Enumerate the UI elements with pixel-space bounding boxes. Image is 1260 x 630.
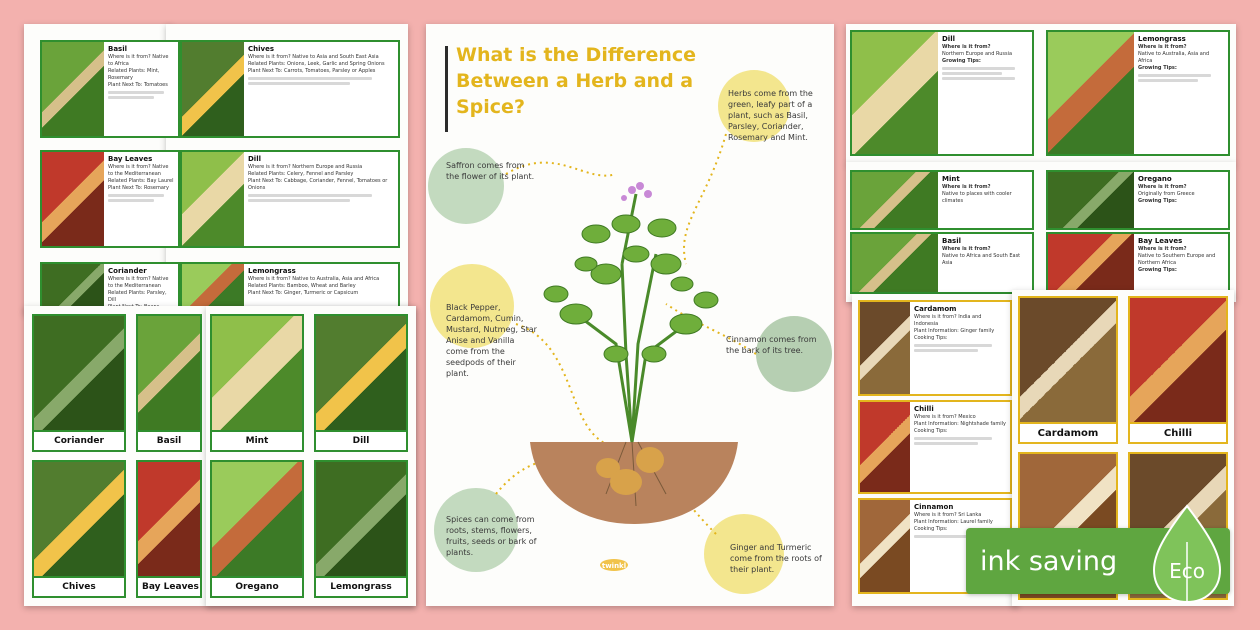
label-card-name: Mint: [212, 430, 302, 450]
label-card-name: Chives: [34, 576, 124, 596]
info-card-title: Basil: [942, 237, 962, 245]
info-card-line: Where is it from? Native to Asia and South East Asia: [248, 54, 379, 60]
info-card-title: Bay Leaves: [1138, 237, 1183, 245]
label-card-coriander: [32, 314, 126, 452]
label-card-dill: [314, 314, 408, 452]
info-card-line: Plant Next To: Cabbage, Coriander, Fennel, Tomatoes or Onions: [248, 178, 388, 191]
spice-card-line: Plant Information: Nightshade family: [914, 421, 1006, 427]
info-card-line: Growing Tips:: [1138, 198, 1177, 204]
coriander-photo: [34, 316, 124, 430]
info-card-line: Plant Next To: Carrots, Tomatoes, Parsley or Apples: [248, 68, 376, 74]
spice-card-title: Cardamom: [914, 305, 957, 313]
mint-photo: [852, 172, 938, 228]
info-card-line: Plant Next To: Tomatoes: [108, 82, 168, 88]
spice-card-cardamom: [858, 300, 1012, 396]
label-card-name: Coriander: [34, 430, 124, 450]
label-card-oregano: [210, 460, 304, 598]
info-card-dill: [180, 150, 400, 248]
spice-card-title: Chilli: [914, 405, 934, 413]
eco-text: Eco: [1169, 559, 1205, 583]
info-card-title: Basil: [108, 45, 128, 53]
ink-saving-text: ink saving: [980, 545, 1118, 577]
spice-card-chilli: [858, 400, 1012, 494]
info-card-basil-right: [850, 232, 1034, 294]
ginger-text: Ginger and Turmeric come from the roots of their plant.: [730, 543, 822, 574]
info-card-title: Lemongrass: [1138, 35, 1186, 43]
info-card-title: Chives: [248, 45, 274, 53]
basil-photo: [42, 42, 104, 136]
info-card-line: Growing Tips:: [1138, 267, 1177, 273]
info-card-line: Related Plants: Parsley, Dill: [108, 290, 167, 303]
info-card-title: Dill: [248, 155, 262, 163]
label-card-name: Oregano: [212, 576, 302, 596]
info-card-line: Growing Tips:: [1138, 65, 1177, 71]
info-card-oregano-right: [1046, 170, 1230, 230]
info-card-line: Where is it from? Native to the Mediterranean: [108, 164, 169, 177]
spice-card-line: Cooking Tips:: [914, 428, 948, 434]
cinnamon-photo: [860, 500, 910, 592]
spice-card-line: Where is it from? Mexico: [914, 414, 976, 420]
info-card-mint-right: [850, 170, 1034, 230]
seeds-text: Black Pepper, Cardamom, Cumin, Mustard, Nutmeg, Star Anise and Vanilla come from the seedpods of their plant.: [446, 303, 537, 378]
info-card-lemongrass-right: [1046, 30, 1230, 156]
info-card-line: Where is it from? Northern Europe and Russia: [248, 164, 363, 170]
info-card-line: Plant Next To: Ginger, Turmeric or Capsicum: [248, 290, 359, 296]
info-card-line: Growing Tips:: [942, 58, 981, 64]
potato: [636, 447, 664, 473]
cardamom-photo: [1020, 298, 1116, 422]
info-card-line: Where is it from?: [942, 44, 991, 50]
info-card-dill-right: [850, 30, 1034, 156]
poster-title: What is the Difference Between a Herb and a Spice?: [456, 44, 697, 118]
cardamom-photo: [860, 302, 910, 394]
lemongrass-photo: [316, 462, 406, 576]
basil-photo: [138, 316, 200, 430]
info-card-line: Native to Africa and South East Asia: [942, 253, 1021, 266]
info-card-basil: [40, 40, 180, 138]
herbs-text: Herbs come from the green, leafy part of a plant, such as Basil, Parsley, Coriander, Rosemary and Mint.: [728, 89, 813, 142]
chives-photo: [182, 42, 244, 136]
label-card-chilli: [1128, 296, 1228, 444]
dill-photo: [316, 316, 406, 430]
info-card-line: Related Plants: Bamboo, Wheat and Barley: [248, 283, 356, 289]
spice-card-title: Cinnamon: [914, 503, 954, 511]
info-card-line: Native to Southern Europe and Northern Africa: [1138, 253, 1216, 266]
dill-photo: [182, 152, 244, 246]
spices-text: Spices can come from roots, stems, flowers, fruits, seeds or bark of plants.: [446, 515, 537, 557]
info-card-line: Native to places with cooler climates: [942, 191, 1012, 204]
oregano-photo: [1048, 172, 1134, 228]
chilli-photo: [1130, 298, 1226, 422]
info-card-line: Where is it from? Native to Africa: [108, 54, 169, 67]
bay-leaves-photo: [1048, 234, 1134, 292]
oregano-photo: [212, 462, 302, 576]
info-card-line: Where is it from? Native to Australia, Asia and Africa: [248, 276, 380, 282]
label-card-chives: [32, 460, 126, 598]
lemongrass-photo: [1048, 32, 1134, 154]
info-card-line: Where is it from? Native to the Mediterranean: [108, 276, 169, 289]
info-card-line: Related Plants: Celery, Fennel and Parsley: [248, 171, 354, 177]
chives-photo: [34, 462, 124, 576]
info-card-line: Plant Next To: Rosemary: [108, 185, 169, 191]
label-card-lemongrass: [314, 460, 408, 598]
label-card-basil: [136, 314, 202, 452]
bay-leaves-photo: [42, 152, 104, 246]
label-card-cardamom: [1018, 296, 1118, 444]
info-card-bay-leaves-right: [1046, 232, 1230, 294]
label-card-name: Basil: [138, 430, 200, 450]
label-card-mint: [210, 314, 304, 452]
label-card-name: Cardamom: [1020, 422, 1116, 442]
info-card-line: Related Plants: Mint, Rosemary: [108, 68, 160, 81]
spice-card-line: Where is it from? Sri Lanka: [914, 512, 982, 518]
info-card-title: Coriander: [108, 267, 147, 275]
info-card-title: Oregano: [1138, 175, 1172, 183]
info-card-bay-leaves: [40, 150, 180, 248]
info-card-line: Northern Europe and Russia: [942, 51, 1013, 57]
basil-photo: [852, 234, 938, 292]
info-card-line: Native to Australia, Asia and Africa: [1138, 51, 1210, 64]
bay-leaves-photo: [138, 462, 200, 576]
ink-saving-badge: [966, 528, 1230, 594]
twinkl-logo: twinkl: [601, 562, 627, 570]
info-card-title: Dill: [942, 35, 956, 43]
info-card-title: Mint: [942, 175, 960, 183]
info-card-line: Where is it from?: [942, 184, 991, 190]
info-card-line: Where is it from?: [1138, 246, 1187, 252]
label-card-name: Chilli: [1130, 422, 1226, 442]
dill-photo: [852, 32, 938, 154]
info-card-line: Where is it from?: [1138, 44, 1187, 50]
label-card-name: Bay Leaves: [138, 576, 200, 596]
spice-card-line: Where is it from? India and Indonesia: [914, 314, 982, 327]
info-card-line: Related Plants: Bay Laurel: [108, 178, 174, 184]
potato: [610, 469, 642, 495]
label-card-name: Dill: [316, 430, 406, 450]
info-card-chives: [180, 40, 400, 138]
info-card-line: Originally from Greece: [1138, 191, 1195, 197]
cinnamon-text: Cinnamon comes from the bark of its tree.: [726, 335, 817, 355]
spice-card-line: Cooking Tips:: [914, 335, 948, 341]
spice-card-line: Plant Information: Laurel family: [914, 519, 993, 525]
mint-photo: [212, 316, 302, 430]
eco-leaf-icon: [1150, 502, 1224, 606]
label-card-bay-leaves: [136, 460, 202, 598]
info-card-title: Lemongrass: [248, 267, 296, 275]
chilli-photo: [860, 402, 910, 492]
info-card-title: Bay Leaves: [108, 155, 153, 163]
saffron-text: Saffron comes from the flower of its plant.: [446, 161, 535, 181]
spice-card-line: Plant Information: Ginger family: [914, 328, 995, 334]
info-card-line: Where is it from?: [942, 246, 991, 252]
info-card-line: Related Plants: Onions, Leek, Garlic and Spring Onions: [248, 61, 385, 67]
spice-card-line: Cooking Tips:: [914, 526, 948, 532]
label-card-name: Lemongrass: [316, 576, 406, 596]
info-card-line: Where is it from?: [1138, 184, 1187, 190]
